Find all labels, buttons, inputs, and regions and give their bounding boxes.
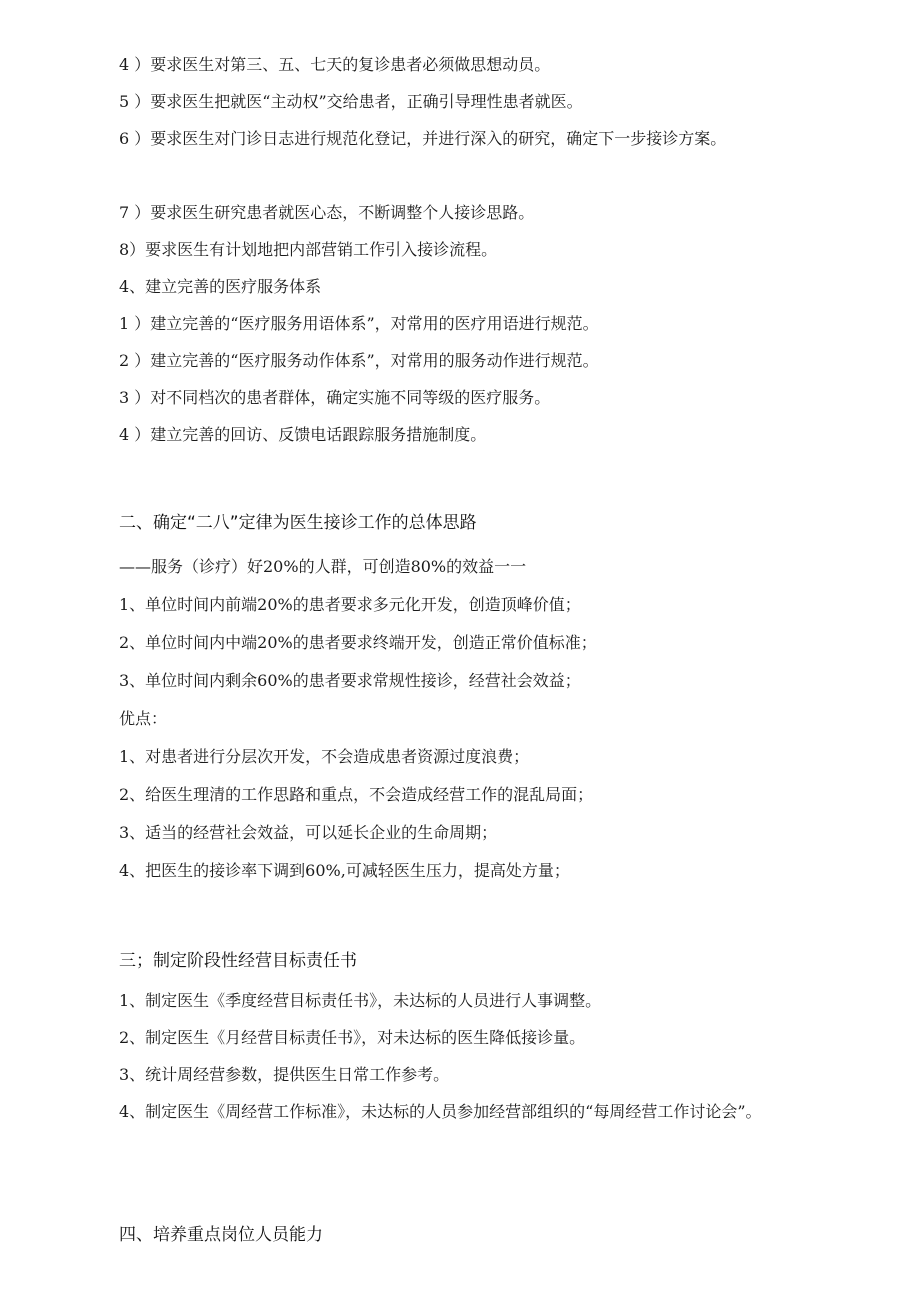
list-item: 4、制定医生《周经营工作标准》，未达标的人员参加经营部组织的“每周经营工作讨论会”。 [119, 1102, 762, 1121]
list-item: 7 ）要求医生研究患者就医心态，不断调整个人接诊思路。 [119, 203, 535, 222]
list-item: 4 ）要求医生对第三、五、七天的复诊患者必须做思想动员。 [119, 55, 551, 74]
subsection-title: 4、建立完善的医疗服务体系 [119, 277, 322, 296]
list-item: 4 ）建立完善的回访、反馈电话跟踪服务措施制度。 [119, 425, 487, 444]
list-item: 8）要求医生有计划地把内部营销工作引入接诊流程。 [119, 240, 498, 259]
list-item: 3 ）对不同档次的患者群体，确定实施不同等级的医疗服务。 [119, 388, 551, 407]
list-item: 2、单位时间内中端20%的患者要求终端开发，创造正常价值标准； [119, 633, 597, 652]
list-item: 1 ）建立完善的“医疗服务用语体系”，对常用的医疗用语进行规范。 [119, 314, 599, 333]
list-item: 3、统计周经营参数，提供医生日常工作参考。 [119, 1065, 450, 1084]
list-item: 2、制定医生《月经营目标责任书》，对未达标的医生降低接诊量。 [119, 1028, 586, 1047]
section-heading: 四、培养重点岗位人员能力 [119, 1225, 323, 1245]
list-item: ——服务（诊疗）好20%的人群，可创造80%的效益一一 [119, 557, 527, 576]
subsection-title: 优点： [119, 709, 168, 728]
list-item: 3、适当的经营社会效益，可以延长企业的生命周期； [119, 823, 498, 842]
list-item: 1、制定医生《季度经营目标责任书》，未达标的人员进行人事调整。 [119, 991, 602, 1010]
list-item: 5 ）要求医生把就医“主动权”交给患者，正确引导理性患者就医。 [119, 92, 583, 111]
list-item: 4、把医生的接诊率下调到60%,可减轻医生压力，提高处方量； [119, 861, 570, 880]
section-heading: 三；制定阶段性经营目标责任书 [119, 951, 357, 971]
list-item: 2、给医生理清的工作思路和重点，不会造成经营工作的混乱局面； [119, 785, 594, 804]
list-item: 1、对患者进行分层次开发，不会造成患者资源过度浪费； [119, 747, 530, 766]
list-item: 6 ）要求医生对门诊日志进行规范化登记，并进行深入的研究，确定下一步接诊方案。 [119, 129, 727, 148]
list-item: 3、单位时间内剩余60%的患者要求常规性接诊，经营社会效益； [119, 671, 581, 690]
section-heading: 二、确定“二八”定律为医生接诊工作的总体思路 [119, 513, 477, 533]
list-item: 1、单位时间内前端20%的患者要求多元化开发，创造顶峰价值； [119, 595, 581, 614]
list-item: 2 ）建立完善的“医疗服务动作体系”，对常用的服务动作进行规范。 [119, 351, 599, 370]
